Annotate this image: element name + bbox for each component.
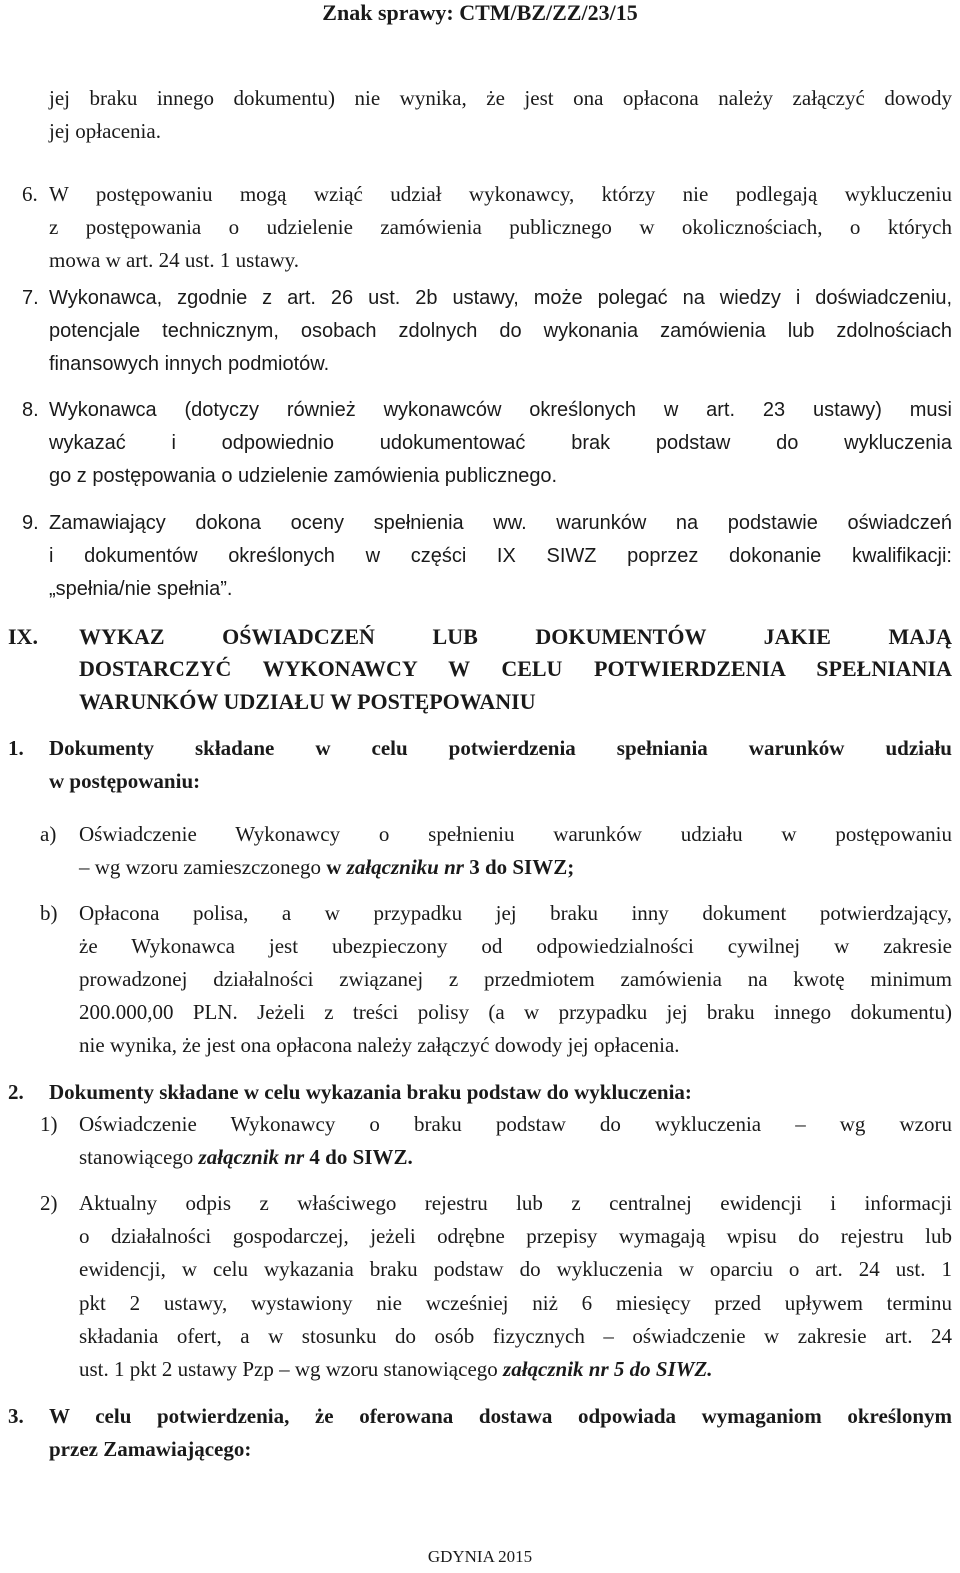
subsection-3-line-1: W celu potwierdzenia, że oferowana dostawa odpowiada wymaganiom określonym [49, 1404, 952, 1428]
item-a-line-2 [79, 851, 574, 884]
item-7-line-1: Wykonawca, zgodnie z art. 26 ust. 2b ustawy, może polegać na wiedzy i doświadczeniu, [49, 287, 952, 309]
item-9-number: 9. [22, 512, 39, 534]
item-6-line-1: W postępowaniu mogą wziąć udział wykonawcy, którzy nie podlegają wykluczeniu [49, 182, 952, 206]
paragraph-continuation-line-1: jej braku innego dokumentu) nie wynika, że jest ona opłacona należy załączyć dowody [49, 86, 952, 110]
item-2-2-attachment-ref: załącznik nr 5 do SIWZ. [503, 1357, 713, 1381]
item-a-line-1: Oświadczenie Wykonawcy o spełnieniu warunków udziału w postępowaniu [79, 822, 952, 846]
item-2-1-line-1: Oświadczenie Wykonawcy o braku podstaw do wykluczenia – wg wzoru [79, 1112, 952, 1136]
page-footer: GDYNIA 2015 [427, 1547, 533, 1566]
item-6-line-2: z postępowania o udzielenie zamówienia publicznego w okolicznościach, o których [49, 215, 952, 239]
section-ix-heading-line-1: WYKAZ OŚWIADCZEŃ LUB DOKUMENTÓW JAKIE MAJĄ [79, 624, 952, 649]
item-b-line-2: że Wykonawca jest ubezpieczony od odpowiedzialności cywilnej w zakresie [79, 934, 952, 958]
item-2-2-line-2: o działalności gospodarczej, jeżeli odrębne przepisy wymagają wpisu do rejestru lub [79, 1224, 952, 1248]
item-2-2-label: 2) [40, 1191, 58, 1215]
item-a-line-2-rest: 3 do SIWZ; [463, 855, 575, 879]
item-9-line-3: „spełnia/nie spełnia”. [49, 578, 233, 600]
item-2-1-line-2-prefix: stanowiącego [79, 1145, 199, 1169]
item-8-line-2: wykazać i odpowiednio udokumentować brak podstaw do wykluczenia [49, 432, 952, 454]
item-2-2-line-5: składania ofert, a w stosunku do osób fizycznych – oświadczenie w zakresie art. 24 [79, 1324, 952, 1348]
section-ix-heading-line-3: WARUNKÓW UDZIAŁU W POSTĘPOWANIU [79, 689, 536, 714]
case-number: Znak sprawy: CTM/BZ/ZZ/23/15 [322, 0, 638, 25]
subsection-2-heading: Dokumenty składane w celu wykazania braku podstaw do wykluczenia: [49, 1080, 692, 1104]
item-b-label: b) [40, 901, 58, 925]
item-2-2-line-6-prefix: ust. 1 pkt 2 ustawy Pzp – wg wzoru stanowiącego [79, 1357, 504, 1381]
item-6-number: 6. [22, 182, 38, 206]
item-2-2-line-4: pkt 2 ustawy, wystawiony nie wcześniej niż 6 miesięcy przed upływem terminu [79, 1291, 952, 1315]
item-2-1-line-2-bold: 4 do SIWZ. [304, 1145, 413, 1169]
item-9-line-1: Zamawiający dokona oceny spełnienia ww. warunków na podstawie oświadczeń [49, 512, 952, 534]
item-8-number: 8. [22, 399, 39, 421]
item-b-line-4: 200.000,00 PLN. Jeżeli z treści polisy (a w przypadku jej braku innego dokumentu) [79, 1000, 952, 1024]
item-a-line-2-prefix: – wg wzoru zamieszczonego [79, 855, 327, 879]
item-7-number: 7. [22, 287, 39, 309]
item-b-line-3: prowadzonej działalności związanej z przedmiotem zamówienia na kwotę minimum [79, 967, 952, 991]
subsection-3-line-2: przez Zamawiającego: [49, 1437, 252, 1461]
item-2-2-line-1: Aktualny odpis z właściwego rejestru lub z centralnej ewidencji i informacji [79, 1191, 952, 1215]
item-2-2-line-6 [79, 1353, 713, 1386]
item-a-label: a) [40, 822, 57, 846]
item-8-line-1: Wykonawca (dotyczy również wykonawców określonych w art. 23 ustawy) musi [49, 399, 952, 421]
item-b-line-5: nie wynika, że jest ona opłacona należy załączyć dowody jej opłacenia. [79, 1033, 680, 1057]
subsection-2-number: 2. [8, 1080, 24, 1104]
item-2-1-line-2 [79, 1141, 413, 1174]
section-ix-heading-line-2: DOSTARCZYĆ WYKONAWCY W CELU POTWIERDZENIA SPEŁNIANIA [79, 656, 952, 681]
item-7-line-3: finansowych innych podmiotów. [49, 353, 330, 375]
subsection-3-number: 3. [8, 1404, 24, 1428]
item-7-line-2: potencjale technicznym, osobach zdolnych do wykonania zamówienia lub zdolnościach [49, 320, 952, 342]
subsection-1-number: 1. [8, 736, 24, 760]
subsection-1-line-2: w postępowaniu: [49, 769, 201, 793]
item-2-1-label: 1) [40, 1112, 58, 1136]
item-a-attachment-ref: załączniku nr [346, 855, 464, 879]
item-2-1-attachment-ref: załącznik nr [198, 1145, 305, 1169]
paragraph-continuation-line-2: jej opłacenia. [49, 119, 161, 143]
section-ix-number: IX. [8, 624, 38, 649]
item-6-line-3: mowa w art. 24 ust. 1 ustawy. [49, 248, 300, 272]
item-9-line-2: i dokumentów określonych w części IX SIWZ poprzez dokonanie kwalifikacji: [49, 545, 952, 567]
subsection-1-line-1: Dokumenty składane w celu potwierdzenia spełniania warunków udziału [49, 736, 952, 760]
item-8-line-3: go z postępowania o udzielenie zamówienia publicznego. [49, 465, 558, 487]
item-2-2-line-3: ewidencji, w celu wykazania braku podstaw do wykluczenia w oparciu o art. 24 ust. 1 [79, 1257, 952, 1281]
item-a-line-2-bold: w [326, 855, 347, 879]
item-b-line-1: Opłacona polisa, a w przypadku jej braku inny dokument potwierdzający, [79, 901, 952, 925]
